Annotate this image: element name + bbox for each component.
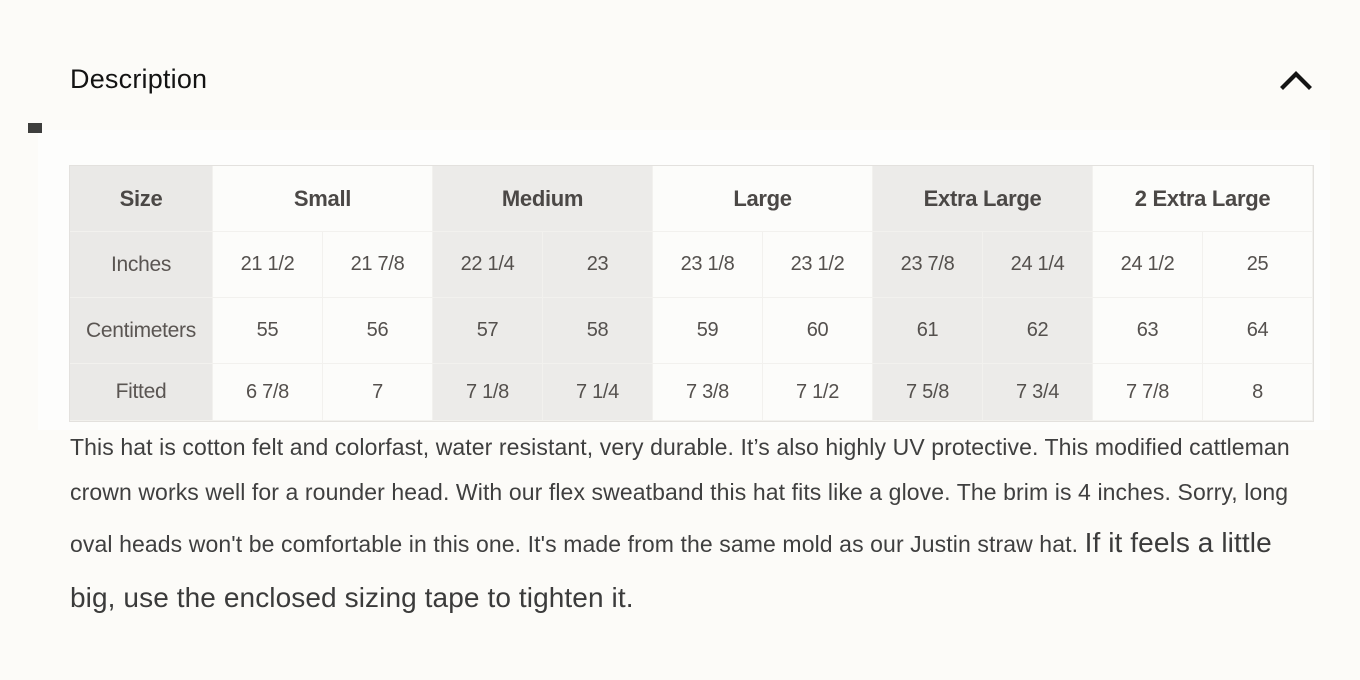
size-chart-column-header: Small (213, 166, 433, 232)
size-chart-media (38, 130, 1330, 430)
size-chart (69, 165, 1314, 422)
size-chart-cell: 7 1/8 (433, 364, 543, 421)
description-emphasis-text: If it feels a little big, use the enclosed sizing tape to tighten it. (70, 527, 1272, 613)
size-chart-row (70, 364, 1313, 421)
size-chart-cell: 21 7/8 (323, 232, 433, 298)
size-chart-cell: 23 1/8 (653, 232, 763, 298)
section-title: Description (70, 64, 208, 94)
size-chart-cell: 23 (543, 232, 653, 298)
size-chart-cell: 7 (323, 364, 433, 421)
size-chart-column-header: Medium (433, 166, 653, 232)
size-chart-corner-header: Size (70, 166, 213, 232)
size-chart-cell: 7 3/8 (653, 364, 763, 421)
size-chart-cell: 56 (323, 298, 433, 364)
size-chart-cell: 55 (213, 298, 323, 364)
size-chart-cell: 7 7/8 (1093, 364, 1203, 421)
chevron-up-icon[interactable] (1279, 68, 1313, 94)
size-chart-cell: 23 1/2 (763, 232, 873, 298)
size-chart-row (70, 232, 1313, 298)
size-chart-cell: 24 1/4 (983, 232, 1093, 298)
size-chart-cell: 21 1/2 (213, 232, 323, 298)
size-chart-cell: 64 (1203, 298, 1313, 364)
size-chart-cell: 25 (1203, 232, 1313, 298)
size-chart-row-label: Centimeters (70, 298, 213, 364)
size-chart-column-header: 2 Extra Large (1093, 166, 1313, 232)
size-chart-column-header: Large (653, 166, 873, 232)
size-chart-cell: 57 (433, 298, 543, 364)
size-chart-cell: 61 (873, 298, 983, 364)
description-normal-text: This hat is cotton felt and colorfast, water resistant, very durable. It’s also highly UV protective. This modified cattleman crown works well for a rounder head. With our flex sweatband this hat fits like a glove. The brim is 4 inches. Sorry, long oval heads won't be comfortable in this one. It's made from the same mold as our Justin straw hat. (70, 434, 1290, 557)
description-section-header[interactable] (0, 0, 1360, 118)
size-chart-cell: 7 1/4 (543, 364, 653, 421)
size-chart-column-header: Extra Large (873, 166, 1093, 232)
size-chart-cell: 60 (763, 298, 873, 364)
size-chart-cell: 23 7/8 (873, 232, 983, 298)
size-chart-cell: 58 (543, 298, 653, 364)
size-chart-cell: 24 1/2 (1093, 232, 1203, 298)
size-chart-row-label: Fitted (70, 364, 213, 421)
size-chart-row-label: Inches (70, 232, 213, 298)
size-chart-cell: 7 5/8 (873, 364, 983, 421)
size-chart-cell: 7 1/2 (763, 364, 873, 421)
size-chart-cell: 7 3/4 (983, 364, 1093, 421)
size-chart-cell: 63 (1093, 298, 1203, 364)
size-chart-cell: 22 1/4 (433, 232, 543, 298)
media-corner-artifact (28, 123, 42, 133)
size-chart-cell: 62 (983, 298, 1093, 364)
size-chart-cell: 8 (1203, 364, 1313, 421)
size-chart-table (69, 165, 1314, 422)
size-chart-cell: 6 7/8 (213, 364, 323, 421)
size-chart-header-row (70, 166, 1313, 232)
product-description-text (70, 425, 1322, 625)
size-chart-row (70, 298, 1313, 364)
size-chart-cell: 59 (653, 298, 763, 364)
